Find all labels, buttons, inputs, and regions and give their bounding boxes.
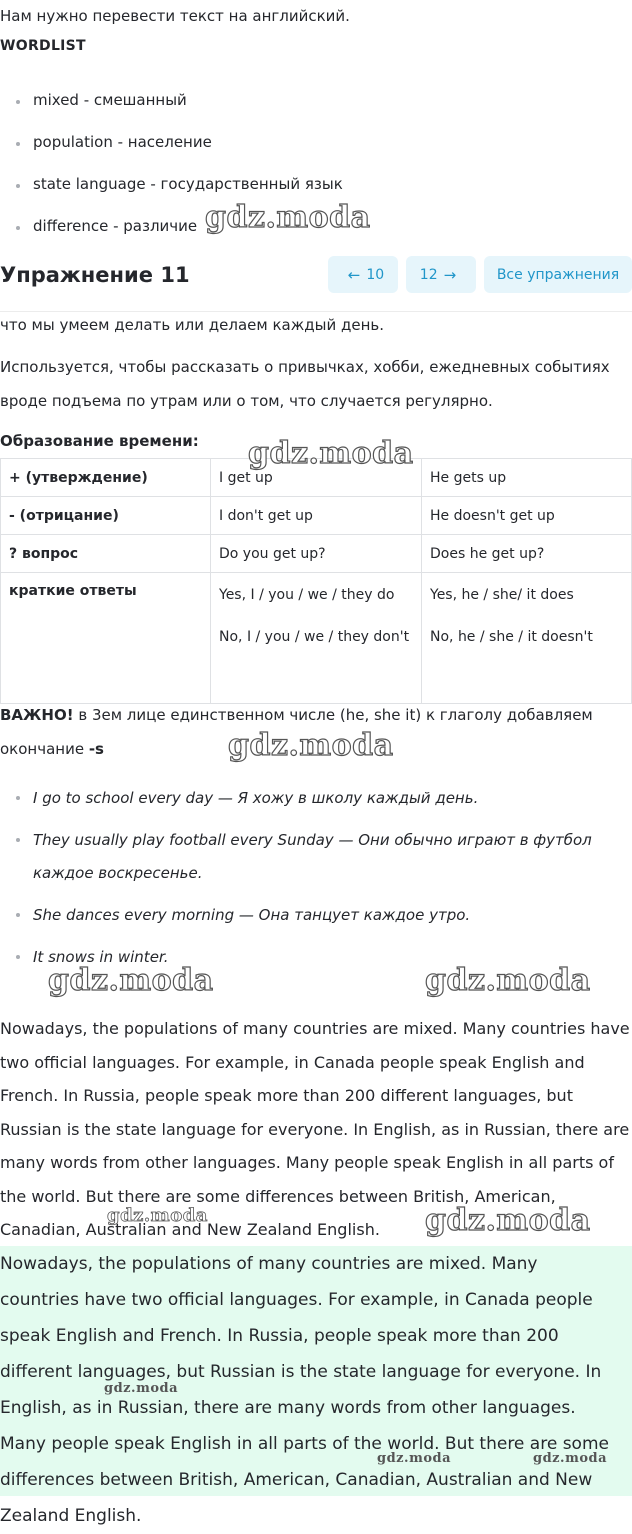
watermark: gdz.moda [377, 1451, 452, 1466]
watermark: gdz.moda [248, 436, 414, 471]
short-answer-yes: Yes, he / she/ it does [430, 587, 574, 603]
arrow-left-icon: ← [347, 265, 361, 284]
example-item: I go to school every day — Я хожу в школу каждый день. [0, 782, 610, 815]
table-cell: Does he get up? [422, 535, 632, 573]
short-answer-no: No, he / she / it doesn't [430, 629, 593, 645]
watermark: gdz.moda [107, 1205, 208, 1226]
example-item: It snows in winter. [0, 941, 610, 974]
table-row [1, 497, 632, 535]
tense-table [0, 458, 632, 704]
watermark: gdz.moda [425, 1203, 591, 1238]
wordlist-title: WORDLIST [0, 38, 86, 54]
table-cell: + (утверждение) [1, 459, 211, 497]
wordlist-item: state language - государственный язык [0, 170, 343, 212]
all-exercises-label: Все упражнения [496, 266, 620, 283]
short-answer-no: No, I / you / we / they don't [219, 629, 410, 645]
intro-text: Нам нужно перевести текст на английский. [0, 7, 350, 25]
exercise-title: Упражнение 11 [0, 263, 190, 287]
theory-line-2: Используется, чтобы рассказать о привычках, хобби, ежедневных событиях вроде подъема по утрам или о том, что случается регулярно. [0, 358, 610, 410]
table-cell: I don't get up [211, 497, 422, 535]
next-exercise-label: 12 [419, 266, 438, 283]
table-row [1, 573, 632, 704]
all-exercises-button[interactable] [484, 256, 632, 293]
watermark: gdz.moda [48, 963, 214, 998]
examples-list [0, 782, 610, 983]
important-text: в 3ем лице единственном числе (he, she it) к глаголу добавляем окончание [0, 706, 593, 758]
prev-exercise-label: 10 [366, 266, 385, 283]
important-label: ВАЖНО! [0, 706, 74, 724]
table-cell: - (отрицание) [1, 497, 211, 535]
wordlist-item: population - население [0, 128, 343, 170]
example-item: She dances every morning — Она танцует каждое утро. [0, 899, 610, 932]
answer-text: Nowadays, the populations of many countries are mixed. Many countries have two official languages. For example, in Canada people speak English and French. In Russia, people speak more than 200 different languages, but Russian is the state language for everyone. In English, as in Russian, there are many words from other languages. Many people speak English in all parts of the world. But there are some differences between British, American, Canadian, Australian and New Zealand English. [0, 1254, 609, 1526]
theory-line-1: что мы умеем делать или делаем каждый день. [0, 316, 384, 334]
watermark: gdz.moda [533, 1451, 608, 1466]
wordlist-item: difference - различие [0, 212, 343, 254]
table-cell: ? вопрос [1, 535, 211, 573]
formation-title: Образование времени: [0, 432, 199, 450]
wordlist-item: mixed - смешанный [0, 86, 343, 128]
next-exercise-button[interactable] [406, 256, 476, 293]
watermark: gdz.moda [228, 728, 394, 763]
prev-exercise-button[interactable] [328, 256, 398, 293]
source-text: Nowadays, the populations of many countries are mixed. Many countries have two official languages. For example, in Canada people speak English and French. In Russia, people speak more than 200 different languages, but Russian is the state language for everyone. In English, as in Russian, there are many words from other languages. Many people speak English in all parts of the world. But there are some differences between British, American, Canadian, Australian and New Zealand English. [0, 1019, 630, 1239]
table-cell: Do you get up? [211, 535, 422, 573]
arrow-right-icon: → [443, 265, 457, 284]
table-cell: краткие ответы [1, 573, 211, 704]
table-row [1, 535, 632, 573]
table-cell: He gets up [422, 459, 632, 497]
watermark: gdz.moda [205, 200, 371, 235]
important-suffix: -s [88, 740, 104, 758]
table-cell [211, 573, 422, 704]
short-answer-yes: Yes, I / you / we / they do [219, 587, 395, 603]
table-cell: He doesn't get up [422, 497, 632, 535]
table-cell [422, 573, 632, 704]
watermark: gdz.moda [104, 1381, 179, 1396]
example-item: They usually play football every Sunday — Они обычно играют в футбол каждое воскресенье. [0, 824, 610, 890]
table-cell: I get up [211, 459, 422, 497]
watermark: gdz.moda [425, 963, 591, 998]
